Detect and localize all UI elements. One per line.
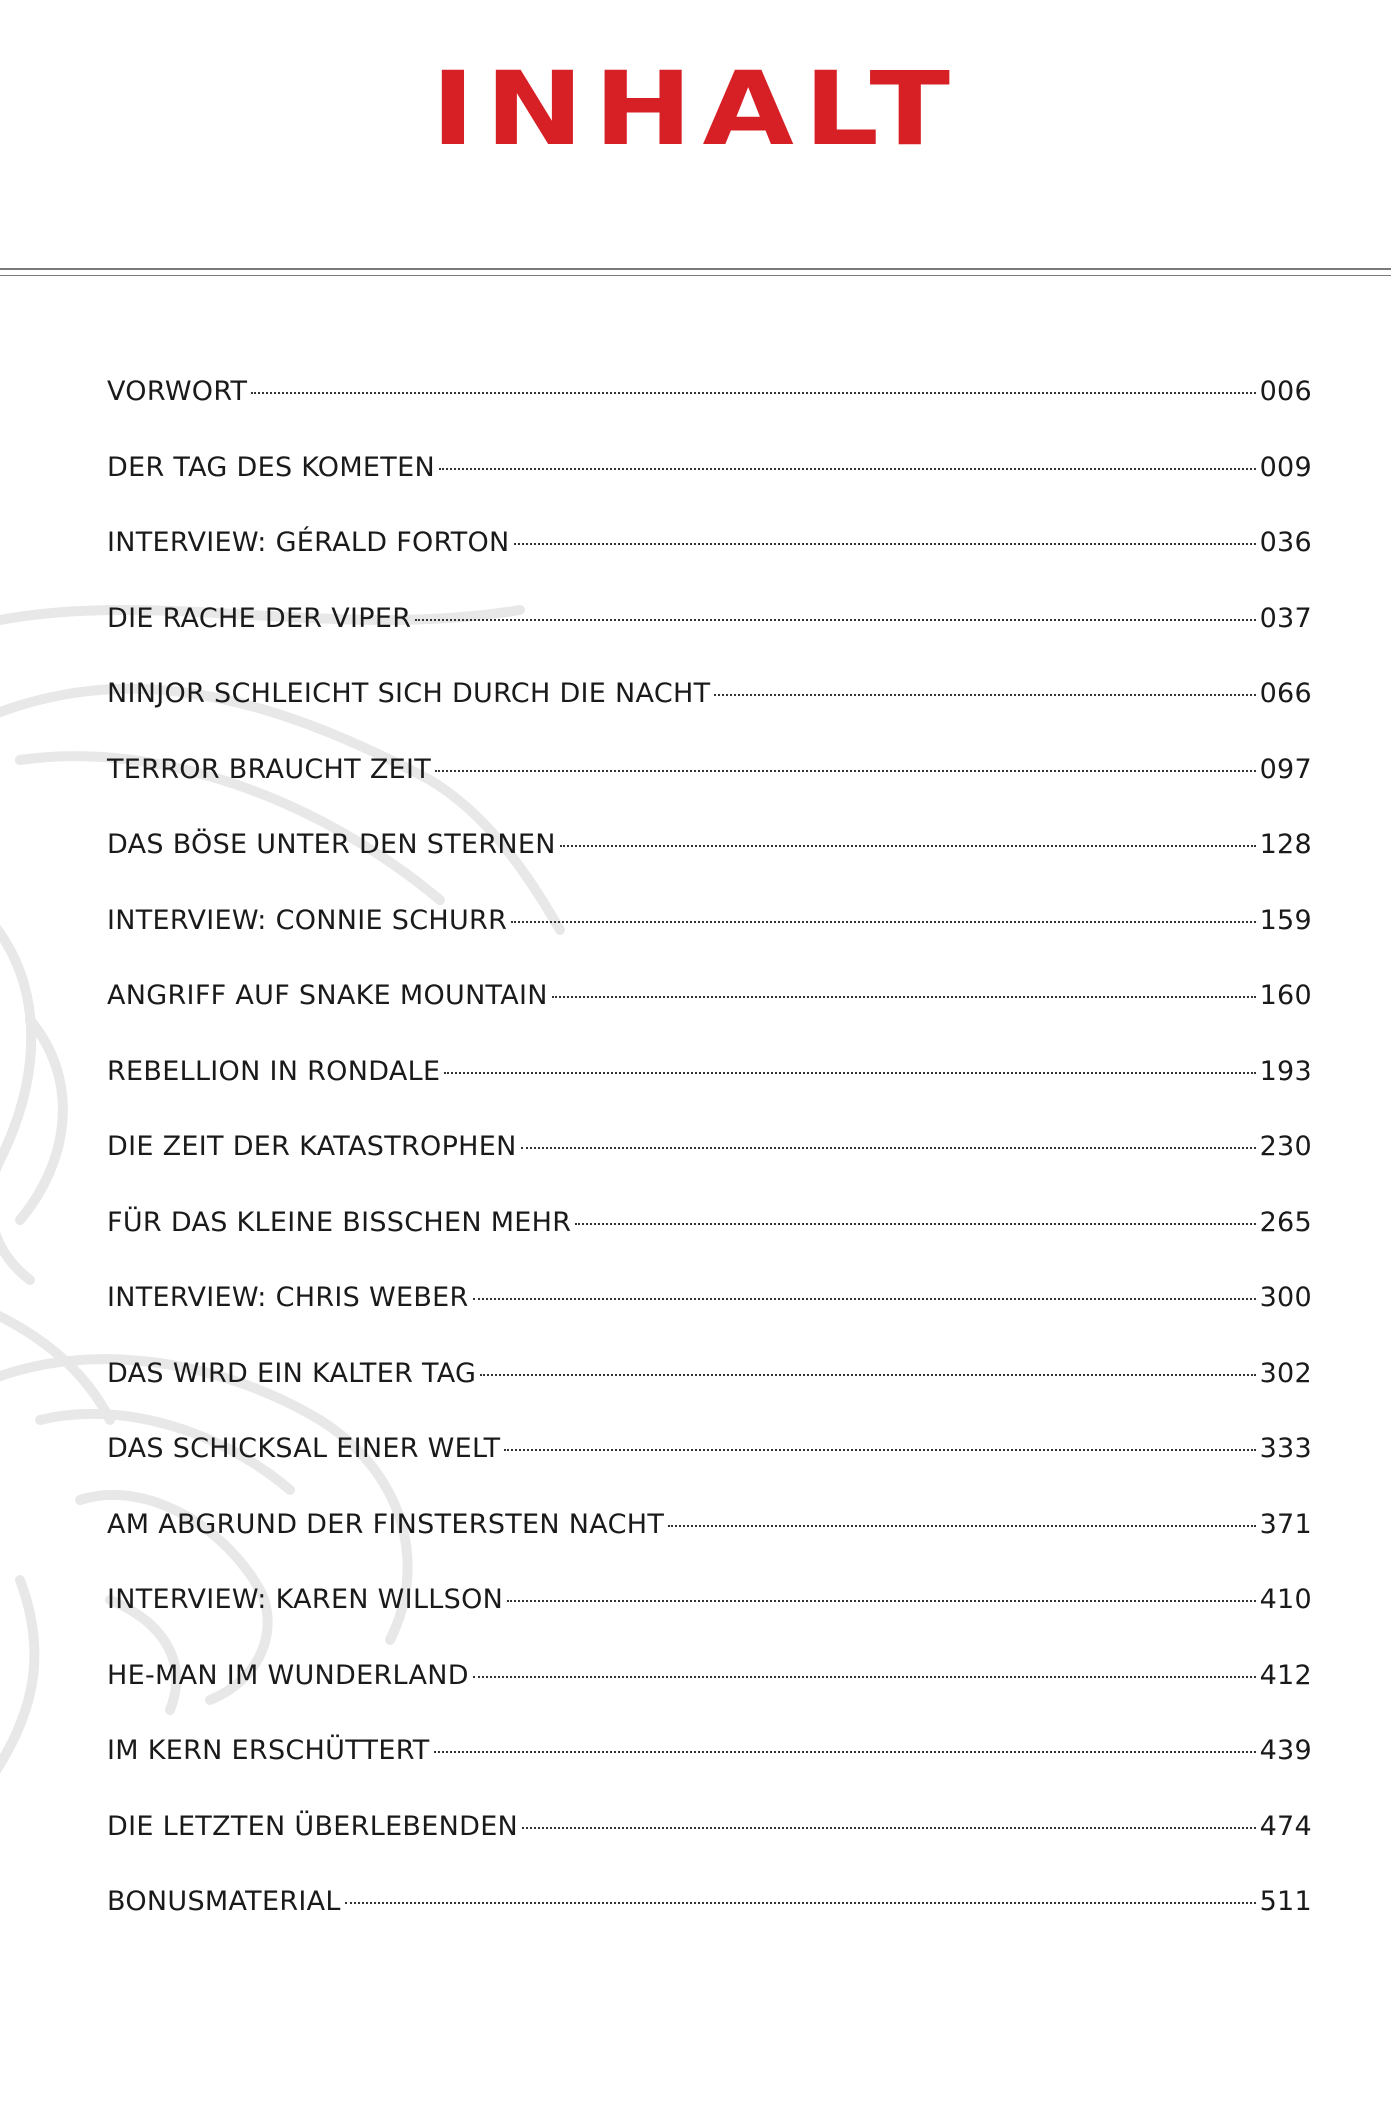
toc-dot-leader xyxy=(552,996,1256,998)
toc-entry[interactable] xyxy=(107,678,1312,754)
toc-dot-leader xyxy=(507,1600,1255,1602)
toc-entry[interactable] xyxy=(107,527,1312,603)
toc-entry[interactable] xyxy=(107,829,1312,905)
toc-entry[interactable] xyxy=(107,1056,1312,1132)
page-title: INHALT xyxy=(431,49,960,169)
toc-dot-leader xyxy=(560,845,1256,847)
toc-dot-leader xyxy=(504,1449,1255,1451)
toc-entry-title: DIE LETZTEN ÜBERLEBENDEN xyxy=(107,1810,519,1842)
header-rule-bottom xyxy=(0,275,1391,276)
toc-dot-leader xyxy=(522,1827,1256,1829)
toc-entry-title: AM ABGRUND DER FINSTERSTEN NACHT xyxy=(107,1508,665,1540)
table-of-contents xyxy=(107,376,1312,1962)
toc-entry-page-number: 230 xyxy=(1259,1131,1312,1162)
toc-entry[interactable] xyxy=(107,452,1312,528)
toc-entry-title: VORWORT xyxy=(107,376,248,407)
toc-entry-title: BONUSMATERIAL xyxy=(107,1886,341,1917)
toc-dot-leader xyxy=(521,1147,1256,1149)
toc-entry[interactable] xyxy=(107,1509,1312,1585)
toc-entry-page-number: 037 xyxy=(1259,602,1312,634)
toc-entry-page-number: 066 xyxy=(1259,678,1312,709)
toc-entry-title: IM KERN ERSCHÜTTERT xyxy=(107,1735,430,1766)
toc-entry-page-number: 410 xyxy=(1259,1584,1312,1615)
toc-entry-title: TERROR BRAUCHT ZEIT xyxy=(107,753,432,785)
toc-entry-title: INTERVIEW: KAREN WILLSON xyxy=(107,1584,504,1615)
toc-entry-title: INTERVIEW: CHRIS WEBER xyxy=(107,1282,469,1313)
toc-entry-page-number: 439 xyxy=(1259,1735,1312,1766)
toc-dot-leader xyxy=(251,392,1255,394)
toc-entry[interactable] xyxy=(107,376,1312,452)
toc-entry-page-number: 009 xyxy=(1259,451,1312,483)
toc-dot-leader xyxy=(345,1902,1256,1904)
header-rule-top xyxy=(0,268,1391,270)
toc-entry-page-number: 511 xyxy=(1259,1886,1312,1917)
toc-dot-leader xyxy=(435,770,1256,772)
toc-dot-leader xyxy=(668,1525,1255,1527)
toc-entry-title: DAS WIRD EIN KALTER TAG xyxy=(107,1357,477,1389)
toc-entry[interactable] xyxy=(107,1282,1312,1358)
toc-entry-title: DAS SCHICKSAL EINER WELT xyxy=(107,1433,501,1464)
toc-entry-page-number: 300 xyxy=(1259,1282,1312,1313)
toc-entry[interactable] xyxy=(107,1207,1312,1283)
toc-entry-title: HE-MAN IM WUNDERLAND xyxy=(107,1659,469,1691)
toc-entry-page-number: 097 xyxy=(1259,753,1312,785)
toc-entry-title: DIE RACHE DER VIPER xyxy=(107,602,412,634)
toc-entry-title: FÜR DAS KLEINE BISSCHEN MEHR xyxy=(107,1206,572,1238)
toc-entry-page-number: 006 xyxy=(1259,376,1312,407)
toc-entry-page-number: 193 xyxy=(1259,1055,1312,1087)
toc-entry[interactable] xyxy=(107,1433,1312,1509)
toc-dot-leader xyxy=(575,1223,1255,1225)
toc-entry-page-number: 412 xyxy=(1259,1659,1312,1691)
toc-entry-title: REBELLION IN RONDALE xyxy=(107,1055,441,1087)
toc-entry-title: ANGRIFF AUF SNAKE MOUNTAIN xyxy=(107,980,548,1011)
toc-dot-leader xyxy=(439,468,1256,470)
toc-entry[interactable] xyxy=(107,1660,1312,1736)
toc-entry[interactable] xyxy=(107,603,1312,679)
toc-dot-leader xyxy=(473,1298,1256,1300)
toc-entry-page-number: 302 xyxy=(1259,1357,1312,1389)
toc-entry[interactable] xyxy=(107,1886,1312,1962)
toc-dot-leader xyxy=(473,1676,1256,1678)
toc-entry-title: INTERVIEW: CONNIE SCHURR xyxy=(107,904,508,936)
toc-entry-page-number: 159 xyxy=(1259,904,1312,936)
toc-entry-title: INTERVIEW: GÉRALD FORTON xyxy=(107,527,510,558)
toc-entry[interactable] xyxy=(107,980,1312,1056)
toc-entry-page-number: 160 xyxy=(1259,980,1312,1011)
toc-entry[interactable] xyxy=(107,905,1312,981)
toc-entry-page-number: 371 xyxy=(1259,1508,1312,1540)
toc-dot-leader xyxy=(444,1072,1255,1074)
toc-entry-page-number: 333 xyxy=(1259,1433,1312,1464)
toc-dot-leader xyxy=(514,543,1256,545)
toc-entry[interactable] xyxy=(107,1358,1312,1434)
toc-entry[interactable] xyxy=(107,1584,1312,1660)
toc-entry[interactable] xyxy=(107,754,1312,830)
toc-dot-leader xyxy=(714,694,1255,696)
toc-entry-title: NINJOR SCHLEICHT SICH DURCH DIE NACHT xyxy=(107,678,711,709)
toc-dot-leader xyxy=(480,1374,1255,1376)
toc-dot-leader xyxy=(511,921,1255,923)
toc-entry-title: DER TAG DES KOMETEN xyxy=(107,451,435,483)
toc-entry-page-number: 265 xyxy=(1259,1206,1312,1238)
toc-dot-leader xyxy=(434,1751,1256,1753)
toc-entry[interactable] xyxy=(107,1735,1312,1811)
toc-entry-page-number: 036 xyxy=(1259,527,1312,558)
toc-entry-title: DIE ZEIT DER KATASTROPHEN xyxy=(107,1131,517,1162)
toc-entry-page-number: 474 xyxy=(1259,1810,1312,1842)
toc-entry-page-number: 128 xyxy=(1259,829,1312,860)
toc-entry[interactable] xyxy=(107,1811,1312,1887)
toc-entry[interactable] xyxy=(107,1131,1312,1207)
toc-dot-leader xyxy=(415,619,1255,621)
toc-entry-title: DAS BÖSE UNTER DEN STERNEN xyxy=(107,829,556,860)
